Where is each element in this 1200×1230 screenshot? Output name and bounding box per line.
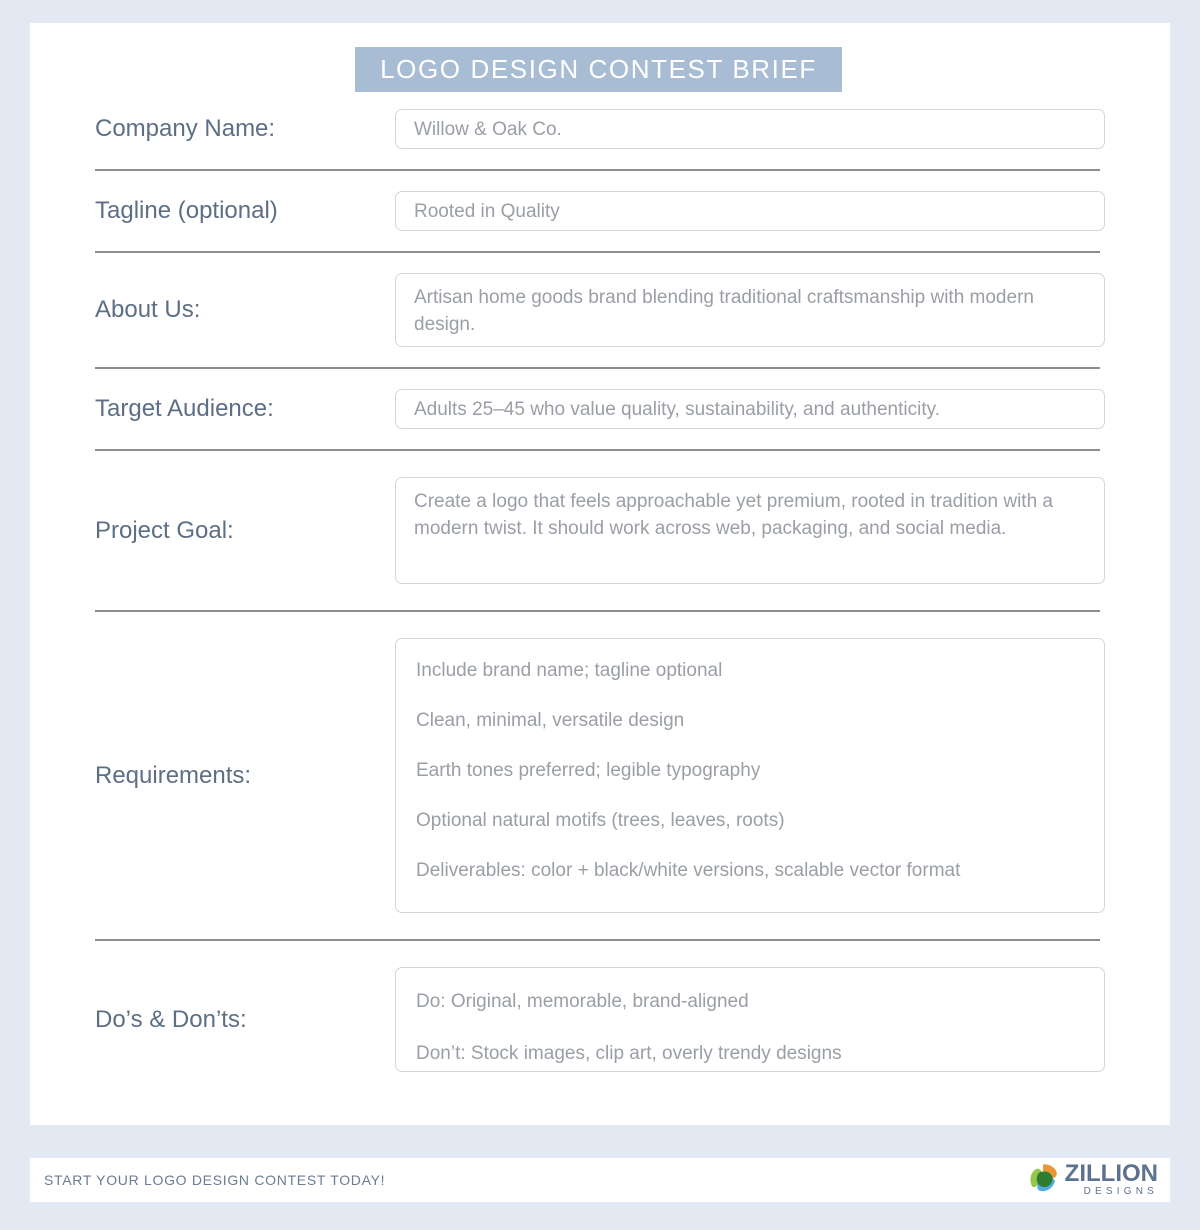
brief-form [95, 109, 1105, 1072]
row-project-goal [95, 477, 1105, 584]
spacer [95, 231, 1105, 251]
spacer [95, 612, 1105, 638]
spacer [95, 941, 1105, 967]
requirement-item: Earth tones preferred; legible typography [416, 760, 761, 781]
page-title: LOGO DESIGN CONTEST BRIEF [380, 54, 817, 84]
spacer [95, 253, 1105, 273]
row-requirements [95, 638, 1105, 913]
field-wrap-project-goal [395, 477, 1105, 584]
zillion-petal-mark-icon [1027, 1161, 1061, 1200]
row-tagline [95, 191, 1105, 231]
spacer [95, 584, 1105, 610]
field-wrap-target-audience [395, 389, 1105, 429]
input-target-audience[interactable]: Adults 25–45 who value quality, sustainability, and authenticity. [395, 389, 1105, 429]
textarea-about-us[interactable]: Artisan home goods brand blending traditional craftsmanship with modern design. [395, 273, 1105, 347]
label-tagline: Tagline (optional) [95, 197, 278, 224]
row-company-name [95, 109, 1105, 149]
spacer [95, 913, 1105, 939]
label-project-goal: Project Goal: [95, 516, 234, 544]
spacer [95, 429, 1105, 449]
field-wrap-requirements [395, 638, 1105, 913]
spacer [95, 171, 1105, 191]
label-dos-donts: Do’s & Don’ts: [95, 1005, 247, 1033]
footer-bar [30, 1158, 1170, 1202]
row-target-audience [95, 389, 1105, 429]
textarea-requirements[interactable] [395, 638, 1105, 913]
logo-sub-text: DESIGNS [1083, 1186, 1158, 1197]
field-wrap-company-name [395, 109, 1105, 149]
spacer [95, 451, 1105, 477]
spacer [95, 149, 1105, 169]
requirement-item: Clean, minimal, versatile design [416, 710, 685, 731]
label-about-us: About Us: [95, 296, 201, 323]
requirement-item: Deliverables: color + black/white versions, scalable vector format [416, 860, 961, 881]
logo-brand-text: ZILLION [1064, 1160, 1158, 1187]
dont-item: Don’t: Stock images, clip art, overly trendy designs [416, 1043, 842, 1064]
brief-card [30, 23, 1170, 1125]
label-requirements: Requirements: [95, 761, 252, 789]
logo-wordmark [1065, 1162, 1158, 1198]
textarea-dos-donts[interactable] [395, 967, 1105, 1072]
requirement-item: Optional natural motifs (trees, leaves, roots) [416, 810, 785, 831]
field-wrap-tagline [395, 191, 1105, 231]
spacer [95, 347, 1105, 367]
row-dos-donts [95, 967, 1105, 1072]
row-about-us [95, 273, 1105, 347]
spacer [95, 369, 1105, 389]
do-item: Do: Original, memorable, brand-aligned [416, 991, 749, 1012]
zillion-designs-logo[interactable] [1027, 1161, 1158, 1200]
label-company-name: Company Name: [95, 115, 276, 142]
input-company-name[interactable]: Willow & Oak Co. [395, 109, 1105, 149]
page-title-banner [355, 47, 842, 92]
requirement-item: Include brand name; tagline optional [416, 660, 723, 681]
footer-cta-text: START YOUR LOGO DESIGN CONTEST TODAY! [44, 1172, 386, 1188]
textarea-project-goal[interactable]: Create a logo that feels approachable yet premium, rooted in tradition with a modern twist. It should work across web, packaging, and social media. [395, 477, 1105, 584]
field-wrap-about-us [395, 273, 1105, 347]
label-target-audience: Target Audience: [95, 395, 274, 422]
input-tagline[interactable]: Rooted in Quality [395, 191, 1105, 231]
field-wrap-dos-donts [395, 967, 1105, 1072]
